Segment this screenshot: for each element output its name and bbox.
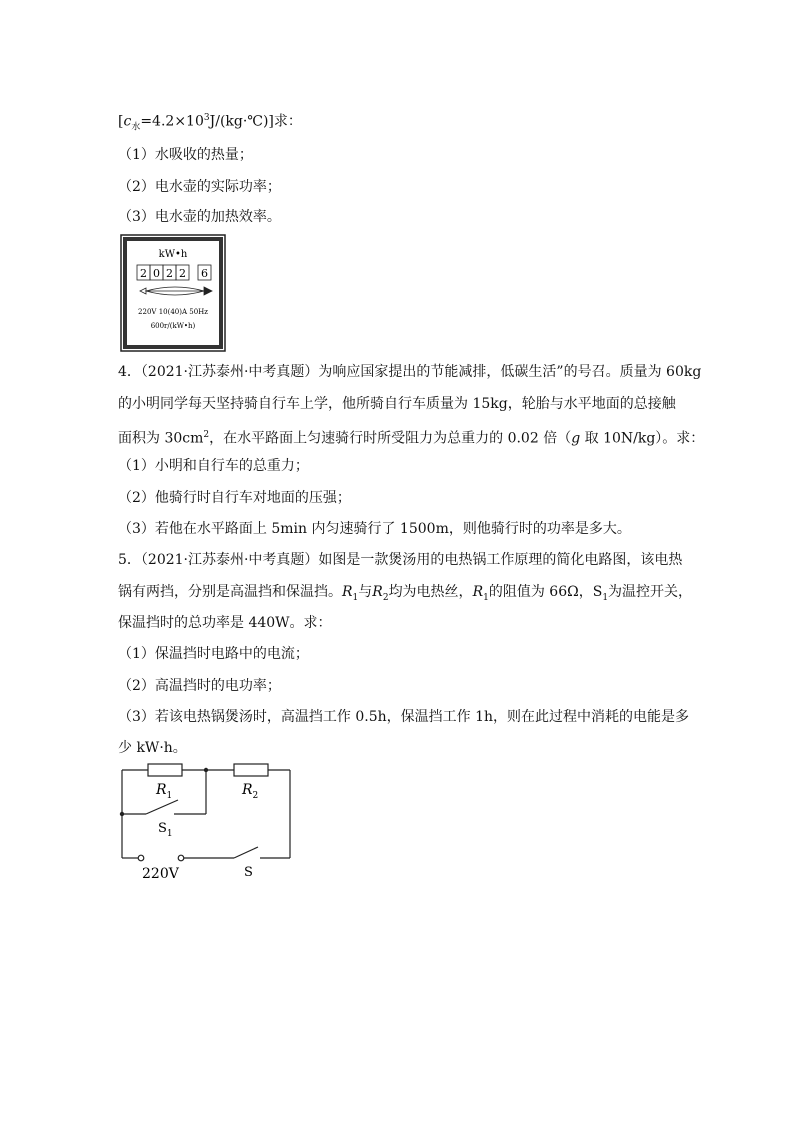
terminal-left: [138, 855, 144, 861]
circuit-wires: [122, 770, 290, 858]
resistor-r1: [148, 764, 182, 776]
label-220v: 220V: [142, 866, 179, 880]
p3-question-3: （3）电水壶的加热效率。: [118, 209, 281, 225]
junction-dot: [120, 812, 124, 816]
meter-digit: 0: [153, 267, 160, 280]
p5-question-2: （2）高温挡时的电功率；: [118, 678, 281, 694]
meter-digit: 2: [166, 267, 173, 280]
p4-question-2: （2）他骑行时自行车对地面的压强；: [118, 490, 351, 506]
p5-question-1: （1）保温挡时电路中的电流；: [118, 646, 309, 662]
label-r2: $R_2$: [242, 782, 259, 801]
electricity-meter-figure: [120, 234, 226, 352]
meter-unit: kW•h: [158, 249, 188, 260]
p4-line-3: 面积为 $30cm^2$，在水平路面上匀速骑行时所受阻力为总重力的 0.02 倍（g 取 10N/kg）。求：: [118, 430, 705, 447]
terminal-right: [178, 855, 184, 861]
p5-line-1: 5．（2021·江苏泰州·中考真题）如图是一款煲汤用的电热锅工作原理的简化电路图，该电热: [118, 552, 683, 568]
meter-digit: 2: [179, 267, 186, 280]
p4-question-3: （3）若他在水平路面上 5min 内匀速骑行了 1500m，则他骑行时的功率是多大。: [118, 521, 631, 537]
p5-question-3: （3）若该电热锅煲汤时，高温挡工作 0.5h，保温挡工作 1h，则在此过程中消耗的电能是多: [118, 709, 690, 725]
circuit-diagram: [118, 760, 298, 880]
meter-spec-2: 600r/(kW•h): [150, 322, 196, 330]
meter-digit-last: 6: [201, 267, 208, 280]
p3-question-1: （1）水吸收的热量；: [118, 147, 253, 163]
p3-question-2: （2）电水壶的实际功率；: [118, 179, 281, 195]
p4-question-1: （1）小明和自行车的总重力；: [118, 458, 309, 474]
meter-digit: 2: [140, 267, 147, 280]
label-r1: $R_1$: [156, 782, 173, 801]
p5-question-3-cont: 少 kW·h。: [118, 740, 187, 756]
resistor-r2: [234, 764, 268, 776]
label-s1: $S_1$: [158, 821, 173, 839]
p5-line-2: 锅有两挡，分别是高温挡和保温挡。$R_1$与$R_2$均为电热丝，$R_1$的阻值为 66Ω，$S_1$为温控开关，: [118, 584, 693, 603]
junction-dot: [204, 768, 208, 772]
label-s: S: [244, 865, 253, 880]
p5-line-3: 保温挡时的总功率是 440W。求：: [118, 615, 332, 631]
p4-line-2: 的小明同学每天坚持骑自行车上学，他所骑自行车质量为 15kg，轮胎与水平地面的总接触: [118, 396, 676, 412]
meter-spec-1: 220V 10(40)A 50Hz: [138, 308, 208, 316]
p4-line-1: 4．（2021·江苏泰州·中考真题）为响应国家提出的节能减排，低碳生活”的号召。质量为 60kg: [118, 364, 702, 380]
formula-line: $[c_水=4.2\times 10^3J/(kg\cdot℃)]$求：: [118, 113, 302, 133]
